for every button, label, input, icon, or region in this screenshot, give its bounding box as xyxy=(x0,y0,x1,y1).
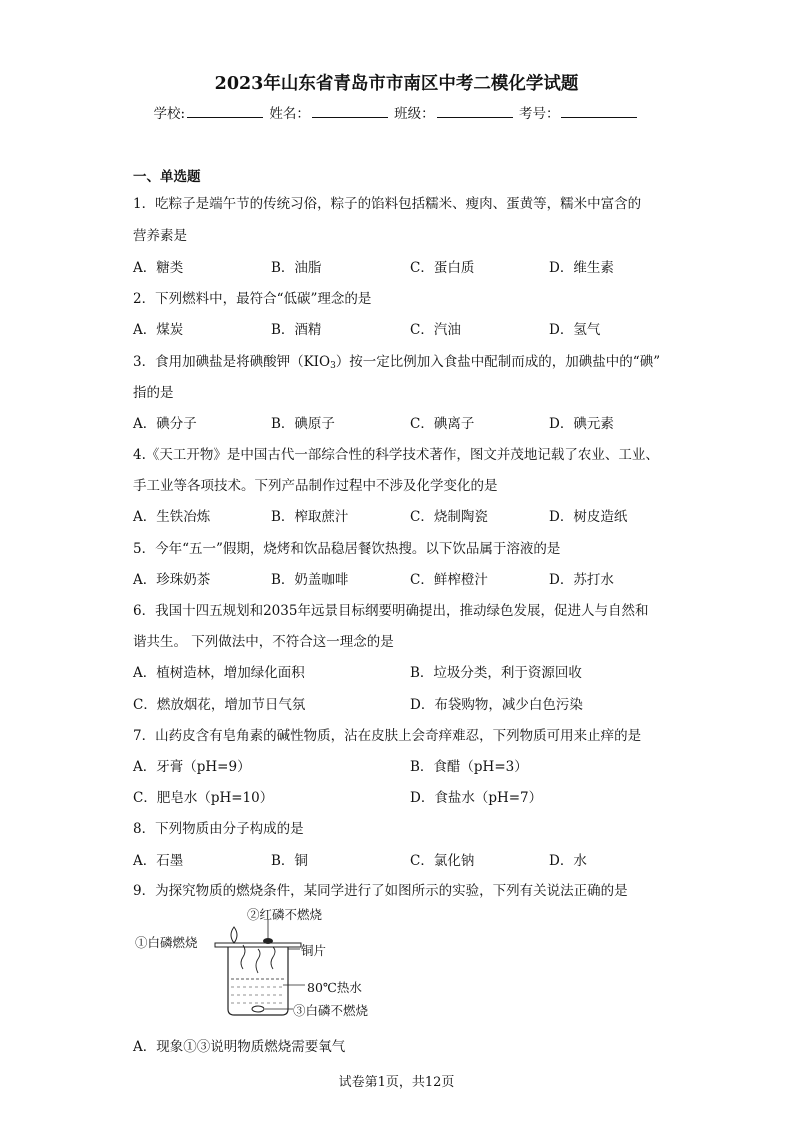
question-3-line-1 xyxy=(133,350,660,371)
q2-option-b: B．酒精 xyxy=(271,322,322,338)
q3-text-post: ）按一定比例加入食盐中配制而成的，加碘盐中的“碘” xyxy=(335,354,661,370)
flame-icon xyxy=(231,927,237,943)
q7-option-c: C．肥皂水（pH=10） xyxy=(133,790,274,806)
steam-wave-1 xyxy=(241,945,245,969)
q4-option-b: B．榨取蔗汁 xyxy=(271,509,349,525)
q7-option-b: B．食醋（pH=3） xyxy=(410,759,528,775)
name-label: 姓名： xyxy=(269,106,310,122)
question-6-line-1: 6．我国十四五规划和2035年远景目标纲要明确提出，推动绿色发展，促进人与自然和 xyxy=(133,603,649,619)
question-5-line-1: 5．今年“五一”假期，烧烤和饮品稳居餐饮热搜。以下饮品属于溶液的是 xyxy=(133,541,561,557)
copper-plate-shape xyxy=(215,943,301,947)
q2-option-a: A．煤炭 xyxy=(133,322,184,338)
q8-option-a: A．石墨 xyxy=(133,853,184,869)
q3-option-c: C．碘离子 xyxy=(410,416,475,432)
q5-option-b: B．奶盖咖啡 xyxy=(271,572,349,588)
combustion-experiment-figure xyxy=(135,903,395,1023)
q5-option-a: A．珍珠奶茶 xyxy=(133,572,211,588)
question-8-line-1: 8．下列物质由分子构成的是 xyxy=(133,821,304,837)
question-3-line-2: 指的是 xyxy=(133,385,174,401)
q6-option-b: B．垃圾分类，利于资源回收 xyxy=(410,665,582,681)
red-phosphorus-dot xyxy=(263,938,273,944)
q6-option-d: D．布袋购物，减少白色污染 xyxy=(410,697,583,713)
question-1-line-1: 1．吃粽子是端午节的传统习俗，粽子的馅料包括糯米、瘦肉、蛋黄等，糯米中富含的 xyxy=(133,196,642,212)
q9-option-a: A．现象①③说明物质燃烧需要氧气 xyxy=(133,1039,346,1055)
q5-option-c: C．鲜榨橙汁 xyxy=(410,572,488,588)
q8-option-b: B．铜 xyxy=(271,853,308,869)
class-blank xyxy=(437,105,513,118)
steam-wave-3 xyxy=(271,947,275,969)
q1-option-c: C．蛋白质 xyxy=(410,260,475,276)
q4-option-c: C．烧制陶瓷 xyxy=(410,509,488,525)
q5-option-d: D．苏打水 xyxy=(549,572,614,588)
q8-option-d: D．水 xyxy=(549,853,587,869)
q6-option-a: A．植树造林，增加绿化面积 xyxy=(133,665,305,681)
figure-label-red-phosphorus: ②红磷不燃烧 xyxy=(247,907,323,922)
q3-option-b: B．碘原子 xyxy=(271,416,335,432)
figure-label-hot-water: 80℃热水 xyxy=(307,980,362,995)
question-4-line-1: 4.《天工开物》是中国古代一部综合性的科学技术著作，图文并茂地记载了农业、工业、 xyxy=(133,447,659,463)
q3-option-a: A．碘分子 xyxy=(133,416,197,432)
steam-wave-2 xyxy=(256,949,260,973)
name-blank xyxy=(312,105,388,118)
q2-option-d: D．氢气 xyxy=(549,322,601,338)
figure-label-white-phosphorus-burning: ①白磷燃烧 xyxy=(135,935,198,950)
page-footer: 试卷第1页，共12页 xyxy=(338,1075,455,1090)
student-info-line xyxy=(0,102,793,122)
question-6-line-2: 谐共生。 下列做法中，不符合这一理念的是 xyxy=(133,634,394,650)
q4-option-a: A．生铁冶炼 xyxy=(133,509,211,525)
question-7-line-1: 7．山药皮含有皂角素的碱性物质，沾在皮肤上会奇痒难忍，下列物质可用来止痒的是 xyxy=(133,728,642,744)
figure-label-copper-plate: 铜片 xyxy=(301,943,327,958)
q7-option-a: A．牙膏（pH=9） xyxy=(133,759,251,775)
q6-option-c: C．燃放烟花，增加节日气氛 xyxy=(133,697,306,713)
number-label: 考号： xyxy=(518,106,560,122)
question-9-line-1: 9．为探究物质的燃烧条件，某同学进行了如图所示的实验，下列有关说法正确的是 xyxy=(133,883,628,899)
class-label: 班级： xyxy=(394,106,435,122)
beaker-shape xyxy=(228,947,288,1015)
school-blank xyxy=(187,105,263,118)
question-1-line-2: 营养素是 xyxy=(133,228,187,244)
q1-option-d: D．维生素 xyxy=(549,260,614,276)
school-label: 学校: xyxy=(153,106,186,122)
question-4-line-2: 手工业等各项技术。下列产品制作过程中不涉及化学变化的是 xyxy=(133,478,498,494)
q8-option-c: C．氯化钠 xyxy=(410,853,475,869)
page-title: 2023年山东省青岛市市南区中考二模化学试题 xyxy=(214,74,579,94)
q3-option-d: D．碘元素 xyxy=(549,416,614,432)
q3-subscript: 3 xyxy=(330,361,336,371)
q2-option-c: C．汽油 xyxy=(410,322,461,338)
q4-option-d: D．树皮造纸 xyxy=(549,509,628,525)
submerged-phosphorus xyxy=(252,1006,264,1012)
question-2-line-1: 2．下列燃料中，最符合“低碳”理念的是 xyxy=(133,291,372,307)
q3-text-pre: 3．食用加碘盐是将碘酸钾（KIO xyxy=(133,354,331,370)
number-blank xyxy=(561,105,637,118)
q1-option-b: B．油脂 xyxy=(271,260,322,276)
figure-label-white-phosphorus-not-burning: ③白磷不燃烧 xyxy=(293,1003,369,1018)
q1-option-a: A．糖类 xyxy=(133,260,184,276)
section-heading: 一、单选题 xyxy=(133,169,201,185)
q7-option-d: D．食盐水（pH=7） xyxy=(410,790,543,806)
